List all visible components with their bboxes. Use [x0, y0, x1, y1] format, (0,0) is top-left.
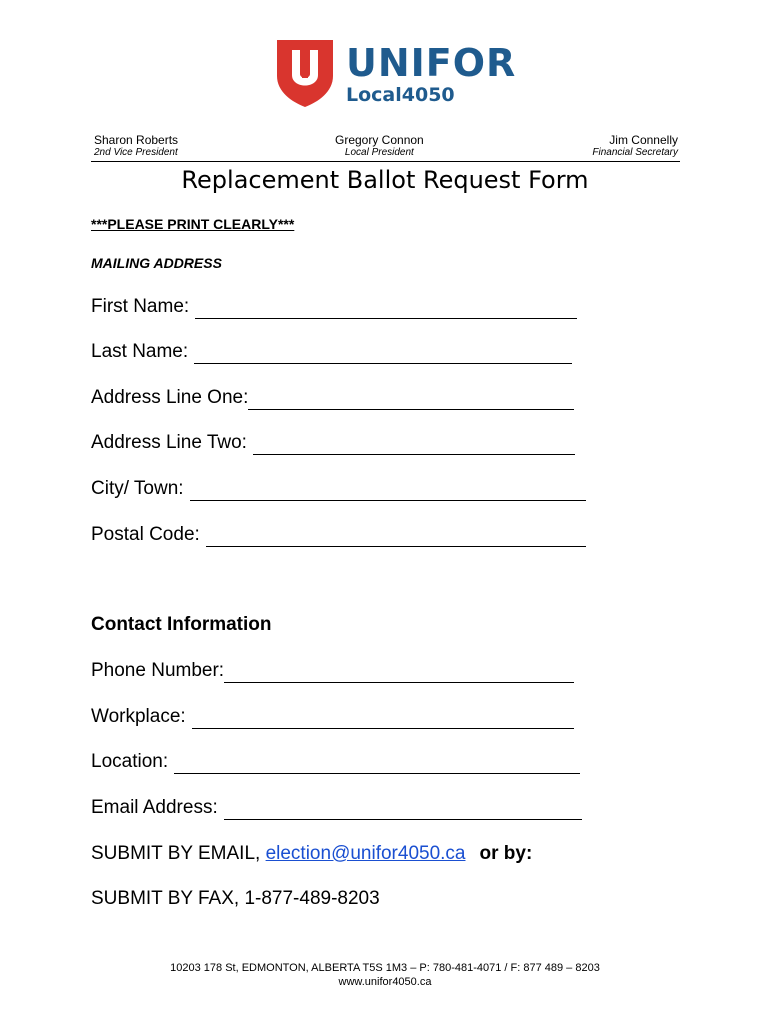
unifor-shield-icon [274, 36, 336, 108]
field-label: Postal Code: [91, 524, 200, 545]
address-line-two-field[interactable] [91, 431, 575, 455]
city-town-blank[interactable] [190, 480, 586, 501]
field-label: Last Name: [91, 341, 189, 362]
last-name-field[interactable] [91, 340, 572, 364]
email-address-field[interactable] [91, 796, 582, 820]
address-line-two-blank[interactable] [253, 434, 575, 455]
location-field[interactable] [91, 750, 580, 774]
submit-by-fax: SUBMIT BY FAX, 1-877-489-8203 [91, 888, 380, 909]
first-name-blank[interactable] [195, 298, 577, 319]
field-label: Email Address: [91, 797, 218, 818]
city-town-field[interactable] [91, 477, 586, 501]
officer-title: 2nd Vice President [94, 147, 178, 158]
footer [0, 961, 770, 989]
postal-code-field[interactable] [91, 523, 586, 547]
field-label: Address Line One: [91, 387, 249, 408]
submit-email-prefix: SUBMIT BY EMAIL, [91, 843, 266, 864]
or-by-text: or by: [479, 843, 533, 864]
officers-header [91, 133, 680, 162]
phone-number-field[interactable] [91, 659, 574, 683]
unifor-logo [274, 36, 517, 110]
footer-address: 10203 178 St, EDMONTON, ALBERTA T5S 1M3 – P: 780-481-4071 / F: 877 489 – 8203 [170, 962, 600, 974]
officer-name: Gregory Connon [335, 133, 424, 147]
logo-wordmark: UNIFOR [346, 41, 517, 85]
address-line-one-blank[interactable] [248, 389, 574, 410]
election-email-link[interactable]: election@unifor4050.ca [265, 843, 466, 864]
form-title: Replacement Ballot Request Form [181, 166, 589, 194]
logo-local: Local4050 [346, 84, 455, 106]
officer-president [335, 133, 424, 159]
mailing-address-heading: MAILING ADDRESS [91, 255, 222, 271]
workplace-field[interactable] [91, 705, 574, 729]
officer-title: Financial Secretary [592, 147, 678, 158]
first-name-field[interactable] [91, 295, 577, 319]
submit-by-email [91, 842, 532, 866]
address-line-one-field[interactable] [91, 386, 574, 410]
field-label: Address Line Two: [91, 432, 247, 453]
officer-financial-secretary [592, 133, 678, 159]
footer-website: www.unifor4050.ca [338, 976, 432, 988]
email-address-blank[interactable] [224, 799, 582, 820]
field-label: Location: [91, 751, 169, 772]
field-label: Workplace: [91, 706, 186, 727]
officer-name: Jim Connelly [609, 133, 678, 147]
contact-information-heading: Contact Information [91, 614, 272, 635]
officer-title: Local President [344, 147, 414, 158]
last-name-blank[interactable] [194, 343, 572, 364]
field-label: Phone Number: [91, 660, 225, 681]
phone-number-blank[interactable] [224, 662, 574, 683]
workplace-blank[interactable] [192, 708, 574, 729]
officer-vice-president [94, 133, 178, 159]
location-blank[interactable] [174, 753, 580, 774]
officer-name: Sharon Roberts [94, 133, 179, 147]
print-clearly-instruction: ***PLEASE PRINT CLEARLY*** [91, 216, 295, 232]
postal-code-blank[interactable] [206, 526, 586, 547]
field-label: City/ Town: [91, 478, 184, 499]
field-label: First Name: [91, 296, 190, 317]
